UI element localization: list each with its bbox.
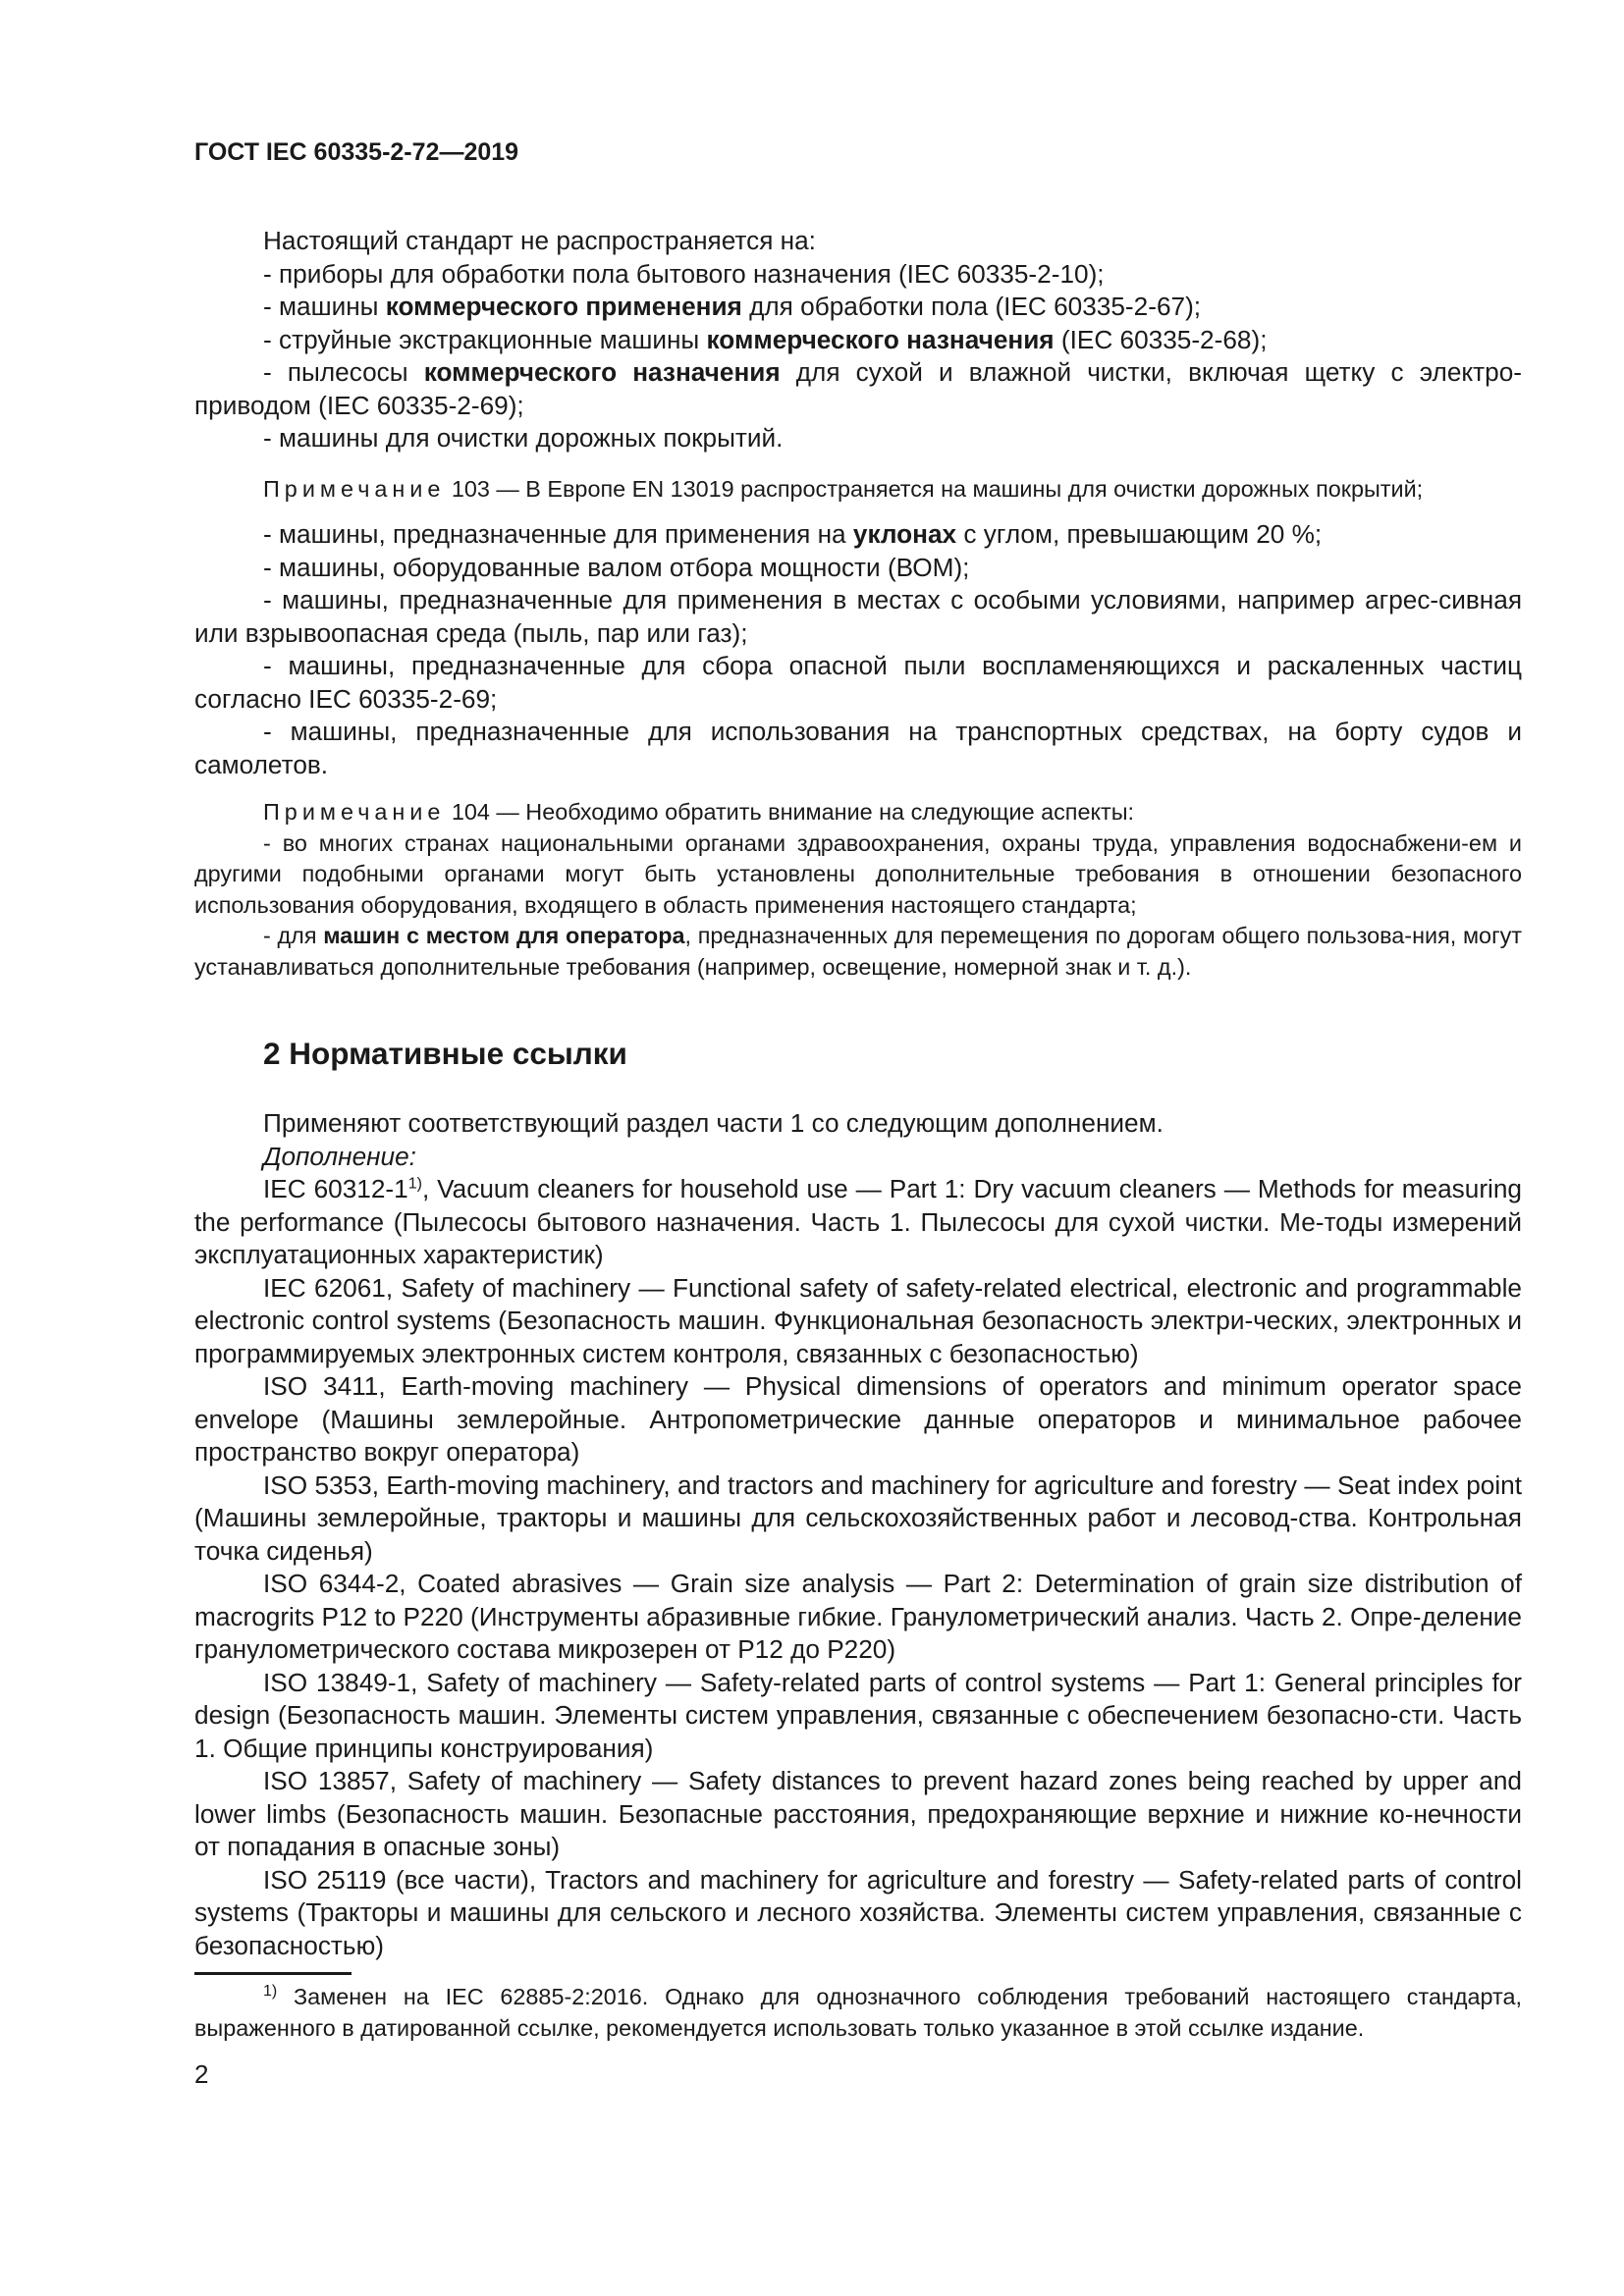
addition-label: Дополнение: [263, 1141, 416, 1171]
scope-item: - машины, предназначенные для применения на уклонах с углом, превышающим 20 %; [263, 519, 1323, 549]
reference-entry: ISO 25119 (все части), Tractors and machinery for agriculture and forestry — Safety-related parts of control systems (Тракторы и машины для сельского и лесного хозяйства. Элементы систем управления, связанные с безопасностью) [194, 1864, 1522, 1960]
scope-item: - струйные экстракционные машины коммерческого назначения (IEC 60335-2-68); [263, 324, 1268, 354]
scope-item: - машины, оборудованные валом отбора мощности (ВОМ); [263, 552, 970, 582]
scope-item: - машины, предназначенные для использования на транспортных средствах, на борту судов и самолетов. [194, 717, 1522, 779]
reference-entry: ISO 5353, Earth-moving machinery, and tractors and machinery for agriculture and forestry — Seat index point (Машины землеройные, тракторы и машины для сельскохозяйственных работ и лесовод-ства. Контрольная точка сиденья) [194, 1469, 1522, 1566]
footnote-divider [194, 1972, 352, 1975]
document-page [194, 137, 1522, 1962]
footnote-marker: 1) [407, 1175, 422, 1193]
scope-item: - машины коммерческого применения для обработки пола (IEC 60335-2-67); [263, 292, 1202, 321]
note-103: Примечание 103 — В Европе EN 13019 распространяется на машины для очистки дорожных покрытий; [263, 475, 1424, 502]
reference-entry: IEC 62061, Safety of machinery — Functional safety of safety-related electrical, electronic and programmable electronic control systems (Безопасность машин. Функциональная безопасность электри-ческих, электронных и программируемых электронных систем контроля, связанных с безопасностью) [194, 1272, 1522, 1368]
note-104: Примечание 104 — Необходимо обратить внимание на следующие аспекты: [263, 799, 1135, 825]
reference-entry: ISO 6344-2, Coated abrasives — Grain size analysis — Part 2: Determination of grain size distribution of macrogrits P12 to P220 (Инструменты абразивные гибкие. Гранулометрический анализ. Часть 2. Опре-деление гранулометрического состава микрозерен от Р12 до Р220) [194, 1569, 1522, 1664]
page-number: 2 [194, 2059, 209, 2089]
footnote: $^{1)}$ Заменен на IEC 62885-2:2016. Однако для однозначного соблюдения требований настоящего стандарта, выраженного в датированной ссылке, рекомендуется использовать только указанное в этой ссылке издание. [194, 1983, 1522, 2041]
document-header: ГОСТ IEC 60335-2-72—2019 [194, 138, 519, 166]
reference-entry: ISO 13849-1, Safety of machinery — Safety-related parts of control systems — Part 1: General principles for design (Безопасность машин. Элементы систем управления, связанные с обеспечением безопасно-сти. Часть 1. Общие принципы конструирования) [194, 1667, 1522, 1763]
scope-item: - приборы для обработки пола бытового назначения (IEC 60335-2-10); [263, 258, 1105, 289]
reference-entry: ISO 3411, Earth-moving machinery — Physical dimensions of operators and minimum operator space envelope (Машины землеройные. Антропометрические данные операторов и минимальное рабочее пространство вокруг оператора) [194, 1371, 1522, 1467]
section-heading: 2 Нормативные ссылки [263, 1036, 627, 1071]
reference-entry: ISO 13857, Safety of machinery — Safety distances to prevent hazard zones being reached by upper and lower limbs (Безопасность машин. Безопасные расстояния, предохраняющие верхние и нижние ко-нечности от попадания в опасные зоны) [194, 1766, 1522, 1861]
scope-item: - машины для очистки дорожных покрытий. [263, 423, 784, 453]
note-104-item: - для машин с местом для оператора, предназначенных для перемещения по дорогам общего пользова-ния, могут устанавливаться дополнительные требования (например, освещение, номерной знак и т. д.). [194, 923, 1523, 980]
section-intro: Применяют соответствующий раздел части 1 со следующим дополнением. [263, 1108, 1164, 1138]
note-104-item: - во многих странах национальными органами здравоохранения, охраны труда, управления водоснабжени-ем и другими подобными органами могут быть установлены дополнительные требования в отношении безопасного использования оборудования, входящего в область применения настоящего стандарта; [194, 829, 1522, 918]
scope-item: - машины, предназначенные для применения в местах с особыми условиями, например агрес-сивная или взрывоопасная среда (пыль, пар или газ); [194, 585, 1522, 648]
scope-item: - пылесосы коммерческого назначения для сухой и влажной чистки, включая щетку с электро-приводом (IEC 60335-2-69); [194, 357, 1522, 420]
reference-entry: IEC 60312-1$^{1)}$, Vacuum cleaners for household use — Part 1: Dry vacuum cleaners — Methods for measuring the performance (Пылесосы бытового назначения. Часть 1. Пылесосы для сухой чистки. Ме-тоды измерений эксплуатационных характеристик) [194, 1174, 1522, 1269]
scope-intro: Настоящий стандарт не распространяется на: [263, 226, 816, 255]
scope-item: - машины, предназначенные для сбора опасной пыли воспламеняющихся и раскаленных частиц согласно IEC 60335-2-69; [194, 651, 1522, 714]
